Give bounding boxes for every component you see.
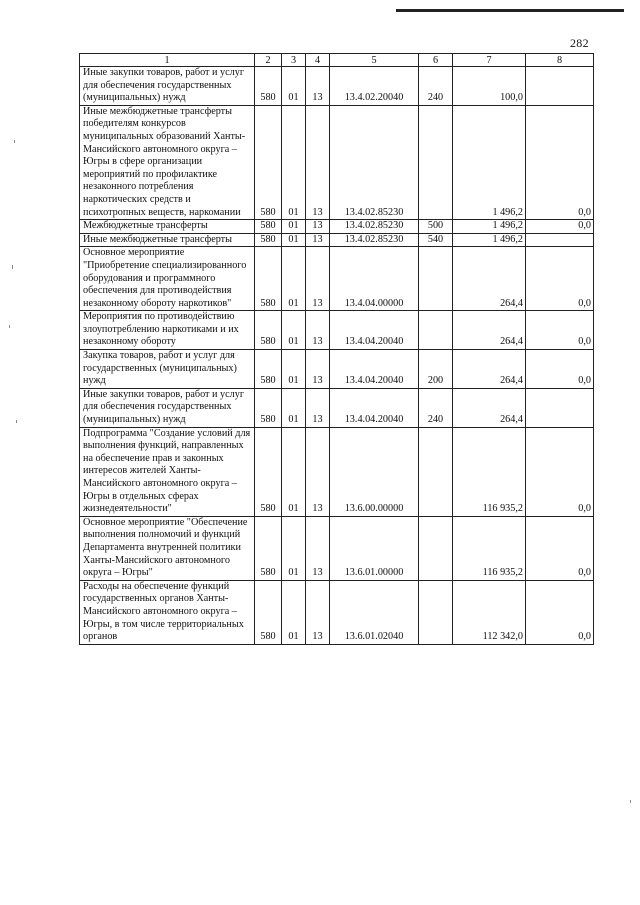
cell-expense-type [419,105,453,219]
col-header-5: 5 [330,54,419,67]
cell-subsection: 13 [306,516,330,580]
row-name: Иные межбюджетные трансферты победителям конкурсов муниципальных образований Ханты-Мансийского автономного округа – Югры в сфере организации мероприятий по профилактике незаконного потребления наркотических средств и психотропных веществ, наркомании [80,105,255,219]
cell-target-code: 13.4.04.20040 [330,311,419,350]
row-name: Расходы на обеспечение функций государственных органов Ханты-Мансийского автономного округа – Югры, в том числе территориальных органов [80,580,255,644]
table-row [80,247,594,311]
cell-target-code: 13.6.01.02040 [330,580,419,644]
col-header-4: 4 [306,54,330,67]
cell-admin-code: 580 [255,67,282,106]
col-header-6: 6 [419,54,453,67]
cell-admin-code: 580 [255,427,282,516]
cell-section: 01 [282,516,306,580]
row-name: Межбюджетные трансферты [80,220,255,234]
cell-admin-code: 580 [255,580,282,644]
cell-amount-2: 0,0 [526,220,594,234]
row-name: Мероприятия по противодействию злоупотреблению наркотиками и их незаконному обороту [80,311,255,350]
cell-section: 01 [282,311,306,350]
cell-target-code: 13.4.02.20040 [330,67,419,106]
row-name: Иные закупки товаров, работ и услуг для обеспечения государственных (муниципальных) нужд [80,67,255,106]
row-name: Иные закупки товаров, работ и услуг для обеспечения государственных (муниципальных) нужд [80,388,255,427]
cell-target-code: 13.4.02.85230 [330,233,419,247]
cell-subsection: 13 [306,427,330,516]
table-row [80,427,594,516]
cell-section: 01 [282,427,306,516]
cell-amount-2 [526,233,594,247]
cell-subsection: 13 [306,220,330,234]
cell-section: 01 [282,580,306,644]
cell-amount-2: 0,0 [526,311,594,350]
cell-amount-2: 0,0 [526,580,594,644]
table-row [80,67,594,106]
cell-subsection: 13 [306,233,330,247]
cell-section: 01 [282,247,306,311]
cell-admin-code: 580 [255,388,282,427]
cell-expense-type [419,427,453,516]
cell-amount-2: 0,0 [526,350,594,389]
col-header-1: 1 [80,54,255,67]
cell-amount-2: 0,0 [526,105,594,219]
cell-amount: 1 496,2 [453,105,526,219]
cell-amount-2: 0,0 [526,247,594,311]
cell-expense-type [419,516,453,580]
col-header-7: 7 [453,54,526,67]
table-row [80,105,594,219]
cell-expense-type: 240 [419,67,453,106]
cell-section: 01 [282,233,306,247]
cell-amount: 264,4 [453,247,526,311]
cell-amount: 1 496,2 [453,233,526,247]
cell-target-code: 13.4.02.85230 [330,105,419,219]
col-header-3: 3 [282,54,306,67]
cell-section: 01 [282,388,306,427]
row-name: Основное мероприятие "Приобретение специализированного оборудования и программного обеспечения для противодействия незаконному обороту наркотиков" [80,247,255,311]
cell-amount: 112 342,0 [453,580,526,644]
cell-amount: 264,4 [453,311,526,350]
budget-table [79,53,594,645]
cell-expense-type: 500 [419,220,453,234]
scan-speck [14,140,15,143]
cell-amount-2: 0,0 [526,516,594,580]
table-row [80,233,594,247]
cell-admin-code: 580 [255,220,282,234]
cell-amount: 264,4 [453,350,526,389]
top-rule [396,9,624,12]
cell-admin-code: 580 [255,350,282,389]
cell-subsection: 13 [306,388,330,427]
row-name: Подпрограмма "Создание условий для выполнения функций, направленных на обеспечение прав и законных интересов жителей Ханты-Мансийского автономного округа – Югры в отдельных сферах жизнедеятельности" [80,427,255,516]
cell-expense-type [419,580,453,644]
cell-expense-type [419,311,453,350]
scan-speck [630,800,631,803]
scan-speck [16,420,17,423]
cell-section: 01 [282,67,306,106]
cell-admin-code: 580 [255,105,282,219]
cell-subsection: 13 [306,67,330,106]
cell-amount: 264,4 [453,388,526,427]
cell-target-code: 13.4.04.20040 [330,388,419,427]
page-number: 282 [570,36,589,50]
cell-amount: 116 935,2 [453,427,526,516]
cell-target-code: 13.6.00.00000 [330,427,419,516]
cell-subsection: 13 [306,580,330,644]
cell-subsection: 13 [306,247,330,311]
cell-target-code: 13.4.04.20040 [330,350,419,389]
cell-expense-type [419,247,453,311]
cell-subsection: 13 [306,105,330,219]
row-name: Закупка товаров, работ и услуг для государственных (муниципальных) нужд [80,350,255,389]
cell-subsection: 13 [306,311,330,350]
table-row [80,350,594,389]
scan-speck [9,325,10,328]
cell-admin-code: 580 [255,247,282,311]
cell-amount-2: 0,0 [526,427,594,516]
cell-expense-type: 540 [419,233,453,247]
cell-expense-type: 240 [419,388,453,427]
cell-amount: 100,0 [453,67,526,106]
table-row [80,220,594,234]
scan-speck [12,265,13,269]
cell-admin-code: 580 [255,311,282,350]
cell-amount-2 [526,388,594,427]
row-name: Иные межбюджетные трансферты [80,233,255,247]
table-row [80,516,594,580]
cell-expense-type: 200 [419,350,453,389]
table-row [80,311,594,350]
cell-section: 01 [282,220,306,234]
cell-target-code: 13.4.02.85230 [330,220,419,234]
table-row [80,580,594,644]
cell-section: 01 [282,105,306,219]
cell-amount-2 [526,67,594,106]
col-header-2: 2 [255,54,282,67]
cell-admin-code: 580 [255,516,282,580]
row-name: Основное мероприятие "Обеспечение выполнения полномочий и функций Департамента внутренней политики Ханты-Мансийского автономного округа – Югры" [80,516,255,580]
table-row [80,388,594,427]
cell-amount: 116 935,2 [453,516,526,580]
cell-amount: 1 496,2 [453,220,526,234]
cell-target-code: 13.4.04.00000 [330,247,419,311]
cell-section: 01 [282,350,306,389]
col-header-8: 8 [526,54,594,67]
cell-target-code: 13.6.01.00000 [330,516,419,580]
cell-admin-code: 580 [255,233,282,247]
cell-subsection: 13 [306,350,330,389]
header-row [80,54,594,67]
